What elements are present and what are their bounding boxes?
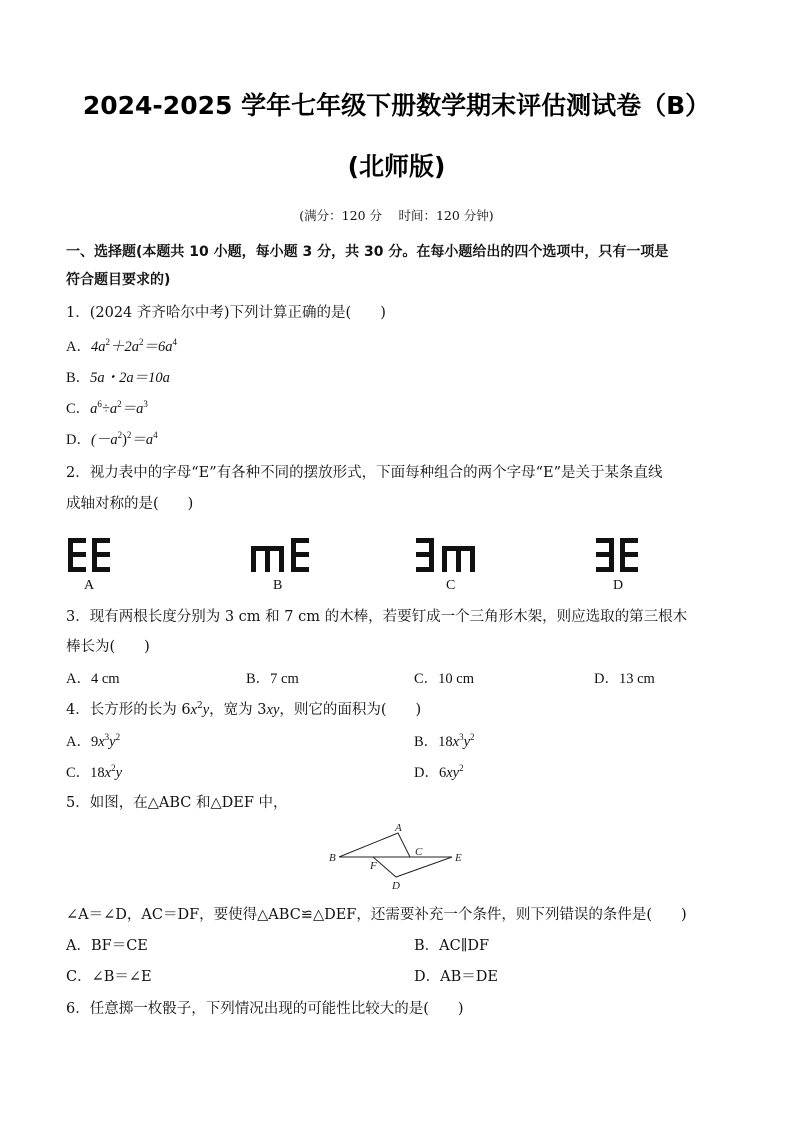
question-2-stem-cont: 成轴对称的是( ) bbox=[66, 496, 194, 512]
vertex-e-label: E bbox=[455, 852, 462, 864]
option-b-figure bbox=[249, 536, 315, 576]
question-2-stem: 2．视力表中的字母“E”有各种不同的摆放形式，下面每种组合的两个字母“E”是关于某条直线 bbox=[66, 465, 663, 481]
page-subtitle-edition: (北师版) bbox=[347, 152, 446, 181]
question-3-option-d: D．13 cm bbox=[594, 671, 655, 687]
question-4-option-b: B．$18x^3y^2$ bbox=[414, 732, 475, 750]
triangle-figure bbox=[325, 820, 475, 895]
question-3-stem: 3．现有两根长度分别为 3 cm 和 7 cm 的木棒，若要钉成一个三角形木架，则应选取的第三根木 bbox=[66, 609, 688, 625]
option-c-label: C bbox=[446, 578, 456, 593]
option-a-figure bbox=[66, 536, 114, 576]
question-5-option-c: C．∠B＝∠E bbox=[66, 969, 152, 985]
question-3-option-b: B．7 cm bbox=[246, 671, 299, 687]
question-6-stem: 6．任意掷一枚骰子，下列情况出现的可能性比较大的是( ) bbox=[66, 1001, 464, 1017]
option-c-figure bbox=[414, 536, 480, 576]
section-heading: 一、选择题(本题共 10 小题，每小题 3 分，共 30 分。在每小题给出的四个选项中，只有一项是 bbox=[66, 244, 669, 260]
question-1-option-a: A．$4a^2+2a^2=6a^4$ bbox=[66, 337, 177, 355]
question-1-stem: 1．(2024 齐齐哈尔中考)下列计算正确的是( ) bbox=[66, 305, 386, 321]
question-1-option-d: D．$(-a^2)^2=a^4$ bbox=[66, 430, 158, 448]
vertex-c-label: C bbox=[415, 846, 423, 858]
vertex-d-label: D bbox=[392, 880, 400, 892]
vertex-b-label: B bbox=[329, 852, 336, 864]
question-5-option-b: B．AC∥DF bbox=[414, 938, 490, 954]
option-b-label: B bbox=[273, 578, 283, 593]
question-5-option-a: A．BF＝CE bbox=[66, 938, 148, 954]
question-4-option-a: A．$9x^3y^2$ bbox=[66, 732, 121, 750]
vertex-f-label: F bbox=[370, 860, 377, 872]
question-3-option-c: C．10 cm bbox=[414, 671, 475, 687]
question-4-option-c: C．$18x^2y$ bbox=[66, 763, 123, 781]
exam-info: (满分：120 分 时间：120 分钟) bbox=[299, 208, 494, 223]
question-5-condition: ∠A＝∠D，AC＝DF，要使得△ABC≌△DEF，还需要补充一个条件，则下列错误的条件是( ) bbox=[66, 907, 687, 923]
option-d-figure bbox=[594, 536, 644, 576]
question-3-stem-cont: 棒长为( ) bbox=[66, 639, 150, 655]
question-5-stem: 5．如图，在△ABC 和△DEF 中， bbox=[66, 795, 288, 811]
question-1-option-b: B．5a・2a＝10a bbox=[66, 370, 170, 386]
section-heading-cont: 符合题目要求的) bbox=[66, 272, 171, 288]
question-4-option-d: D．$6xy^2$ bbox=[414, 763, 464, 781]
page-title: 2024-2025 学年七年级下册数学期末评估测试卷（B） bbox=[82, 91, 711, 120]
question-5-option-d: D．AB＝DE bbox=[414, 969, 498, 985]
question-3-option-a: A．4 cm bbox=[66, 671, 120, 687]
option-a-label: A bbox=[84, 578, 95, 593]
option-d-label: D bbox=[613, 578, 624, 593]
vertex-a-label: A bbox=[395, 822, 402, 834]
question-1-option-c: C．$a^6\div a^2=a^3$ bbox=[66, 399, 148, 417]
question-4-stem: 4．长方形的长为 $6x^2y$，宽为 3xy，则它的面积为( ) bbox=[66, 701, 422, 718]
